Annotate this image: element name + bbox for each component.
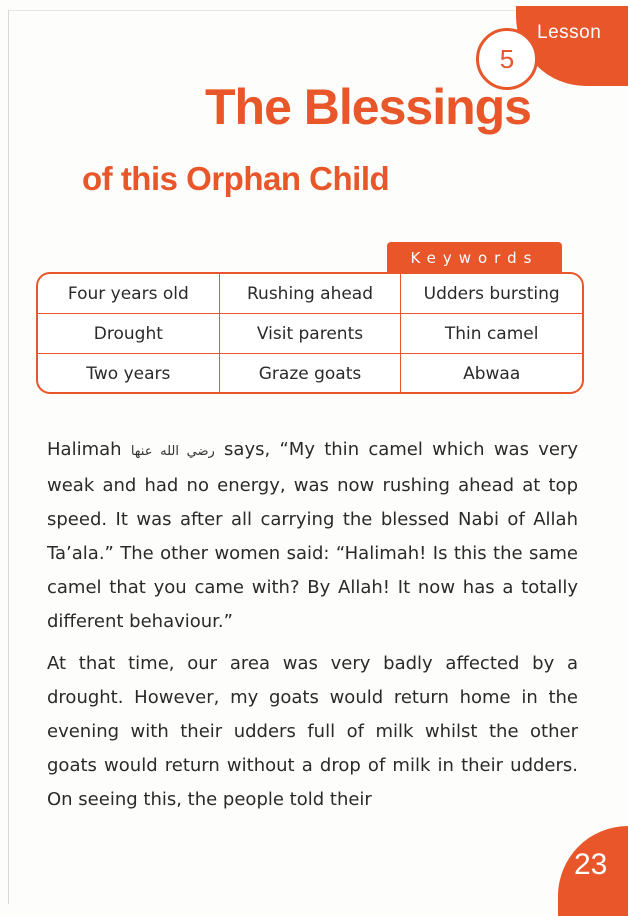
lesson-number: 5 (499, 43, 515, 74)
lesson-label: Lesson (537, 22, 602, 43)
keyword-cell: Thin camel (444, 323, 539, 344)
keyword-cell: Graze goats (220, 354, 402, 393)
keywords-row (38, 314, 582, 354)
keyword-cell: Udders bursting (423, 283, 560, 304)
paragraph-2: At that time, our area was very badly affected by a drought. However, my goats would return home in the evening with their udders full of milk whilst the other goats would return without a drop of milk in their udders. On seeing this, the people told their (47, 653, 578, 810)
keyword-cell: Visit parents (220, 314, 402, 353)
page-number: 23 (574, 848, 608, 881)
honorific-glyph: رضي الله عنها (130, 444, 215, 459)
keywords-row (38, 274, 582, 314)
page-title: The Blessings (205, 79, 531, 135)
paragraph-1 (47, 433, 578, 639)
keyword-cell: Abwaa (463, 363, 521, 384)
keyword-cell: Rushing ahead (220, 274, 402, 313)
keywords-heading: Keywords (387, 242, 562, 274)
page-subtitle: of this Orphan Child (82, 160, 390, 197)
keywords-table (36, 272, 584, 394)
paragraph-1-text: says, “My thin camel which was very weak and had no energy, was now rushing ahead at top speed. It was after all carrying the blessed Nabi of Allah Ta’ala.” The other women said: “Halimah! Is this the same camel that you came with? By Allah! It now has a totally different behaviour.” (47, 439, 578, 632)
keyword-cell: Four years old (38, 274, 220, 313)
keyword-cell: Two years (38, 354, 220, 393)
paragraph-1-name: Halimah (47, 439, 122, 460)
keyword-cell: Drought (38, 314, 220, 353)
keywords-row (38, 354, 582, 393)
